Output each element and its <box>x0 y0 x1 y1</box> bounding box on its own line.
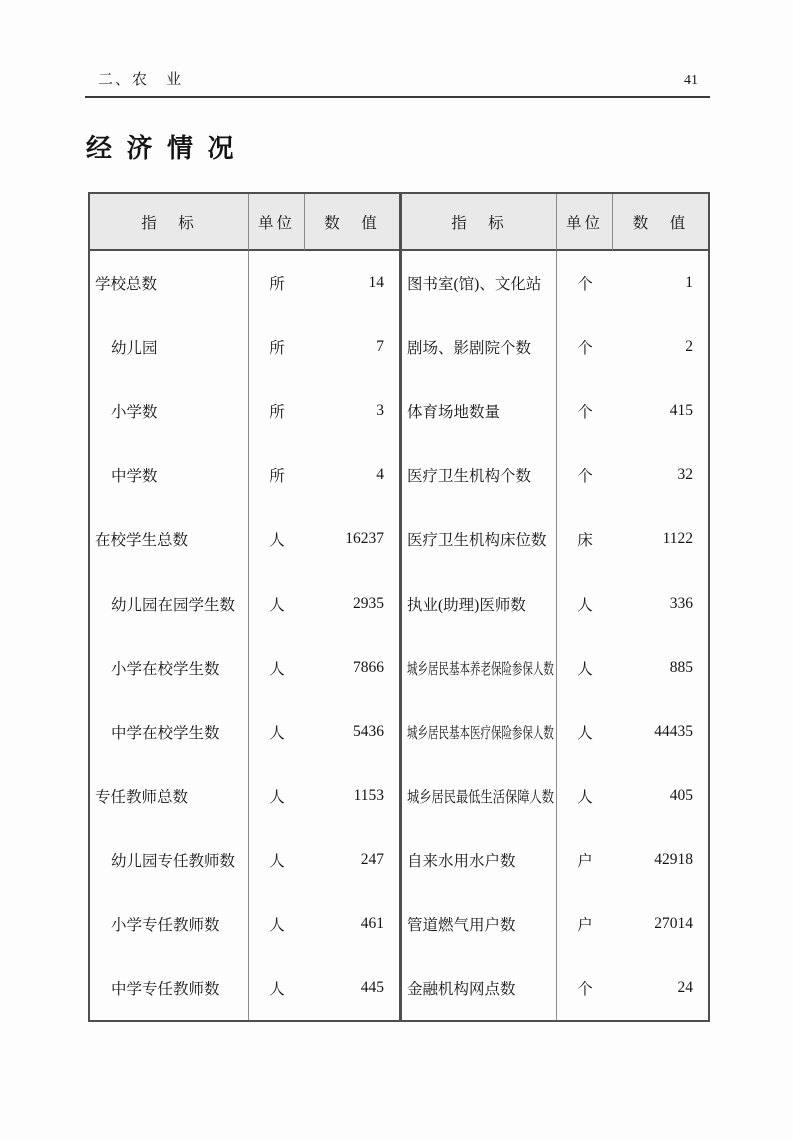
indicator-cell: 城乡居民基本养老保险参保人数 <box>402 636 557 700</box>
value-cell: 2935 <box>353 594 384 612</box>
indicator-cell: 城乡居民基本医疗保险参保人数 <box>402 700 557 764</box>
page-header <box>85 68 710 98</box>
column-header-indicator: 指 标 <box>402 194 557 251</box>
indicator-cell: 图书室(馆)、文化站 <box>402 251 557 315</box>
column-header-unit: 单位 <box>249 194 305 251</box>
unit-cell: 人 <box>577 596 593 614</box>
value-cell: 2 <box>685 338 693 356</box>
stats-table <box>88 192 710 1022</box>
indicator-cell: 体育场地数量 <box>402 379 557 443</box>
indicator-cell: 剧场、影剧院个数 <box>402 315 557 379</box>
table-half-left <box>90 194 399 1020</box>
indicator-cell: 自来水用水户数 <box>402 828 557 892</box>
value-cell: 461 <box>360 914 384 932</box>
value-cell: 405 <box>669 786 693 804</box>
indicator-cell: 管道燃气用户数 <box>402 892 557 956</box>
unit-cell: 人 <box>577 724 593 742</box>
unit-cell: 所 <box>269 468 285 486</box>
value-cell: 885 <box>669 658 693 676</box>
unit-cell: 人 <box>577 660 593 678</box>
indicator-cell: 执业(助理)医师数 <box>402 571 557 635</box>
page-number: 41 <box>684 73 698 88</box>
value-cell: 32 <box>677 466 693 484</box>
indicator-cell: 城乡居民最低生活保障人数 <box>402 764 557 828</box>
indicator-cell: 小学在校学生数 <box>90 636 249 700</box>
value-cell: 4 <box>376 466 384 484</box>
unit-cell: 人 <box>269 916 285 934</box>
value-cell: 14 <box>368 274 384 292</box>
value-cell: 1 <box>685 274 693 292</box>
unit-cell: 人 <box>269 981 285 999</box>
indicator-cell: 医疗卫生机构个数 <box>402 443 557 507</box>
indicator-cell: 幼儿园 <box>90 315 249 379</box>
value-cell: 247 <box>360 850 384 868</box>
indicator-cell: 幼儿园在园学生数 <box>90 571 249 635</box>
unit-cell: 人 <box>269 532 285 550</box>
value-cell: 336 <box>669 594 693 612</box>
value-cell: 1122 <box>662 530 693 548</box>
unit-cell: 户 <box>577 852 593 870</box>
unit-cell: 人 <box>269 660 285 678</box>
section-label: 二、农 业 <box>98 72 184 88</box>
table-half-right <box>399 194 708 1020</box>
unit-cell: 人 <box>269 788 285 806</box>
column-header-value: 数 值 <box>613 194 708 251</box>
value-cell: 16237 <box>345 530 384 548</box>
unit-cell: 户 <box>577 916 593 934</box>
unit-cell: 人 <box>269 724 285 742</box>
value-cell: 7 <box>376 338 384 356</box>
unit-cell: 所 <box>269 276 285 294</box>
value-cell: 3 <box>376 402 384 420</box>
indicator-cell: 中学在校学生数 <box>90 700 249 764</box>
value-cell: 27014 <box>654 914 693 932</box>
unit-cell: 人 <box>577 788 593 806</box>
unit-cell: 人 <box>269 596 285 614</box>
value-cell: 415 <box>669 402 693 420</box>
indicator-cell: 医疗卫生机构床位数 <box>402 507 557 571</box>
indicator-cell: 学校总数 <box>90 251 249 315</box>
indicator-cell: 幼儿园专任教师数 <box>90 828 249 892</box>
value-cell: 1153 <box>353 786 384 804</box>
unit-cell: 个 <box>577 468 593 486</box>
unit-cell: 床 <box>577 532 593 550</box>
unit-cell: 个 <box>577 404 593 422</box>
page-title: 经 济 情 况 <box>86 134 238 163</box>
indicator-cell: 金融机构网点数 <box>402 956 557 1020</box>
indicator-cell: 中学数 <box>90 443 249 507</box>
value-cell: 24 <box>677 979 693 997</box>
unit-cell: 个 <box>577 981 593 999</box>
indicator-cell: 在校学生总数 <box>90 507 249 571</box>
unit-cell: 人 <box>269 852 285 870</box>
indicator-cell: 小学数 <box>90 379 249 443</box>
unit-cell: 个 <box>577 276 593 294</box>
indicator-cell: 专任教师总数 <box>90 764 249 828</box>
value-cell: 44435 <box>654 722 693 740</box>
value-cell: 7866 <box>353 658 384 676</box>
unit-cell: 所 <box>269 340 285 358</box>
indicator-cell: 中学专任教师数 <box>90 956 249 1020</box>
unit-cell: 所 <box>269 404 285 422</box>
column-header-indicator: 指 标 <box>90 194 249 251</box>
indicator-cell: 小学专任教师数 <box>90 892 249 956</box>
value-cell: 42918 <box>654 850 693 868</box>
value-cell: 5436 <box>353 722 384 740</box>
column-header-value: 数 值 <box>305 194 399 251</box>
unit-cell: 个 <box>577 340 593 358</box>
value-cell: 445 <box>360 979 384 997</box>
column-header-unit: 单位 <box>557 194 613 251</box>
